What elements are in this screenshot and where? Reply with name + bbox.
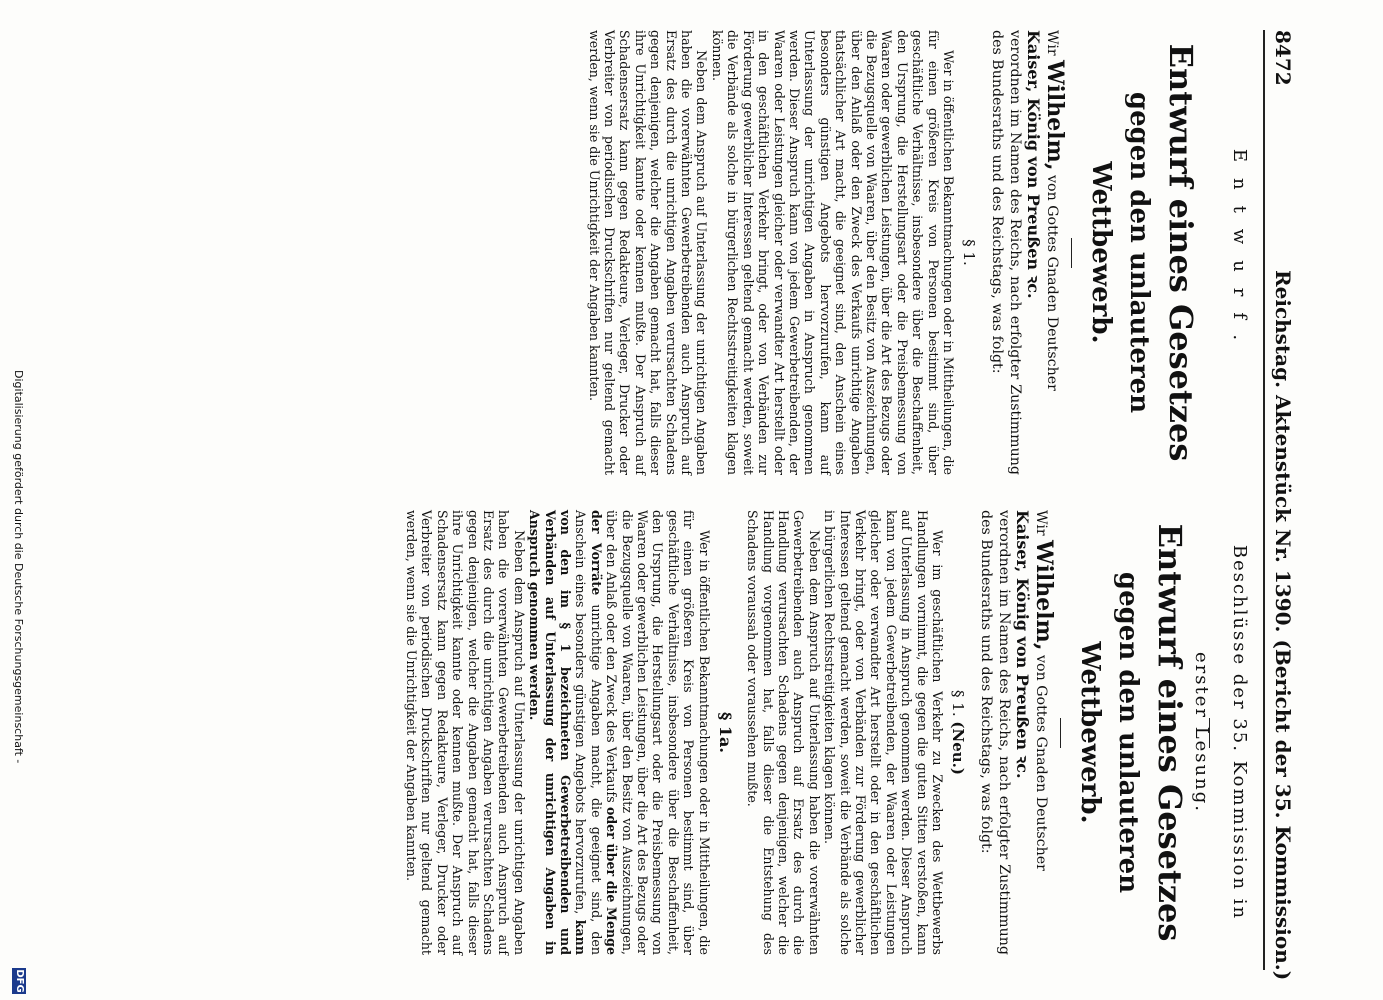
preamble-text1: von Gottes Gnaden Deutscher: [1033, 655, 1049, 871]
draft-section1-para2: Neben dem Anspruch auf Unterlassung der unrichtigen Angaben haben die vorerwähnten Gewerbetreibenden auch Anspruch auf Ersatz des durch die unrichtigen Angaben verursachten Schadens gegen denjenigen, welcher die Angaben gemacht hat, falls dieser ihre Unrichtigkeit kannte oder kennen mußte. Der Anspruch auf Schadensersatz kann gegen Redakteure, Verleger, Drucker oder Verbreiter von periodischen Druckschriften nur geltend gemacht werden, wenn sie die Unrichtigkeit der Angaben kannten.: [586, 30, 710, 475]
commission-preamble: [977, 510, 1057, 955]
title-divider: [1071, 238, 1072, 268]
page-number: 8472: [1271, 30, 1295, 86]
preamble-name: Wilhelm,: [1042, 60, 1068, 171]
commission-section1a-para2: Neben dem Anspruch auf Unterlassung der unrichtigen Angaben haben die vorerwähnten Gewerbetreibenden auch Anspruch auf Ersatz des durch die unrichtigen Angaben verursachten Schadens gegen denjenigen, welcher die Angaben gemacht hat, falls dieser ihre Unrichtigkeit kannte oder kennen mußte. Der Anspruch auf Schadensersatz kann gegen Redakteure, Verleger, Drucker oder Verbreiter von periodischen Druckschriften nur geltend gemacht werden, wenn sie die Unrichtigkeit der Angaben kannten.: [404, 510, 527, 955]
preamble-prefix: Wir: [1033, 510, 1049, 536]
draft-column-label: Entwurf.: [1229, 148, 1250, 357]
section1a-text-start: Wer in öffentlichen Bekanntmachungen oder in Mittheilungen, die für einen größeren Kreis von Personen bestimmt sind, über geschäftliche Verhältnisse, insbesondere über die Beschaffenheit, den Ursprung, die Herstellungsart oder die Preisbemessung von Waaren oder gewerblichen Leistungen, über die Art des Bezugs oder die Bezugsquelle von Waaren, über den Besitz von Auszeichnungen, über den Anlaß oder den Zweck des Verkaufs: [604, 510, 712, 955]
preamble-text1: von Gottes Gnaden Deutscher: [1044, 175, 1060, 391]
draft-subtitle: gegen den unlauteren Wettbewerb.: [1086, 91, 1154, 414]
section1a-number: § 1a.: [715, 711, 735, 753]
preamble-text2: Kaiser, König von Preußen ꝛc.: [1013, 510, 1033, 779]
draft-column: [586, 30, 1258, 475]
section1a-bold-insert2: kann von den im § 1 bezeichneten Gewerbetreibenden und Verbänden auf Unterlassung der unrichtigen Angaben in Anspruch genommen werden.: [527, 510, 589, 955]
preamble-text3: verordnen im Namen des Reichs, nach erfolgter Zustimmung des Bundesraths und des Reichstags, was folgt:: [989, 30, 1023, 475]
preamble-text3: verordnen im Namen des Reichs, nach erfolgter Zustimmung des Bundesraths und des Reichstags, was folgt:: [978, 510, 1012, 955]
section1-new-tag: (Neu.): [949, 721, 967, 775]
page-header: [1263, 30, 1311, 981]
journal-title: Reichstag. Aktenstück Nr. 1390. (Bericht der 35. Kommission.): [1271, 270, 1295, 981]
commission-section1a-heading: [716, 510, 735, 955]
credit-text: Digitalisierung gefördert durch die Deutsche Forschungsgemeinschaft -: [12, 370, 25, 764]
commission-column-label: Beschlüsse der 35. Kommission in erster Lesung.: [1191, 544, 1250, 921]
section1-number: § 1.: [949, 690, 967, 717]
commission-title: Entwurf eines Gesetzes: [1151, 523, 1189, 942]
commission-column: [404, 510, 1258, 955]
draft-section1-heading: § 1.: [960, 239, 978, 266]
draft-preamble: [988, 30, 1068, 475]
commission-subtitle: gegen den unlauteren Wettbewerb.: [1075, 571, 1143, 894]
commission-section1-heading: [949, 510, 967, 955]
section1a-text-mid: unrichtige Angaben macht, die geeignet sind, den Anschein eines besonders günstigen Angebots hervorzurufen,: [573, 510, 604, 955]
preamble-prefix: Wir: [1044, 30, 1060, 56]
title-divider: [1060, 718, 1061, 748]
preamble-name: Wilhelm,: [1031, 540, 1057, 651]
commission-section1-para2: Neben dem Anspruch auf Unterlassung haben die vorerwähnten Gewerbetreibenden auch Anspruch auf Ersatz des durch die Handlung verursachten Schadens gegen denjenigen, welcher die Handlung vorgenommen hat, falls dieser die Entstehung des Schadens voraussah oder voraussehen mußte.: [745, 510, 822, 955]
preamble-text2: Kaiser, König von Preußen ꝛc.: [1024, 30, 1044, 299]
commission-section1-para1: Wer im geschäftlichen Verkehr zu Zwecken des Wettbewerbs Handlungen vornimmt, die gegen die guten Sitten verstoßen, kann auf Unterlassung in Anspruch genommen werden. Dieser Anspruch kann von jedem Gewerbetreibenden, der Waaren oder Leistungen gleicher oder verwandter Art herstellt oder in den geschäftlichen Verkehr bringt, oder von Verbänden zur Förderung gewerblicher Interessen geltend gemacht werden, soweit die Verbände als solche in bürgerlichen Rechtsstreitigkeiten klagen können.: [822, 510, 945, 955]
draft-section1-para1: Wer in öffentlichen Bekanntmachungen oder in Mittheilungen, die für einen größeren Kreis von Personen bestimmt sind, über geschäftliche Verhältnisse, insbesondere über die Beschaffenheit, den Ursprung, die Herstellungsart oder die Preisbemessung von Waaren oder gewerblichen Leistungen, über die Art des Bezugs oder die Bezugsquelle von Waaren, über den Besitz von Auszeichnungen, über den Anlaß oder den Zweck des Verkaufs unrichtige Angaben thatsächlicher Art macht, die geeignet sind, den Anschein eines besonders günstigen Angebots hervorzurufen, kann auf Unterlassung der unrichtigen Angaben in Anspruch genommen werden. Dieser Anspruch kann von jedem Gewerbetreibenden, der Waaren oder Leistungen gleicher oder verwandter Art herstellt oder in den geschäftlichen Verkehr bringt, oder von Verbänden zur Förderung gewerblicher Interessen geltend gemacht werden, soweit die Verbände als solche in bürgerlichen Rechtsstreitigkeiten klagen können.: [709, 30, 956, 475]
dfg-logo: DFG: [14, 969, 25, 993]
commission-section1a-para1: [527, 510, 712, 955]
section1a-bold-insert1: oder über die Menge der Vorräte: [588, 510, 620, 955]
draft-title: Entwurf eines Gesetzes: [1162, 43, 1200, 462]
digitization-credit: [8, 370, 28, 1000]
